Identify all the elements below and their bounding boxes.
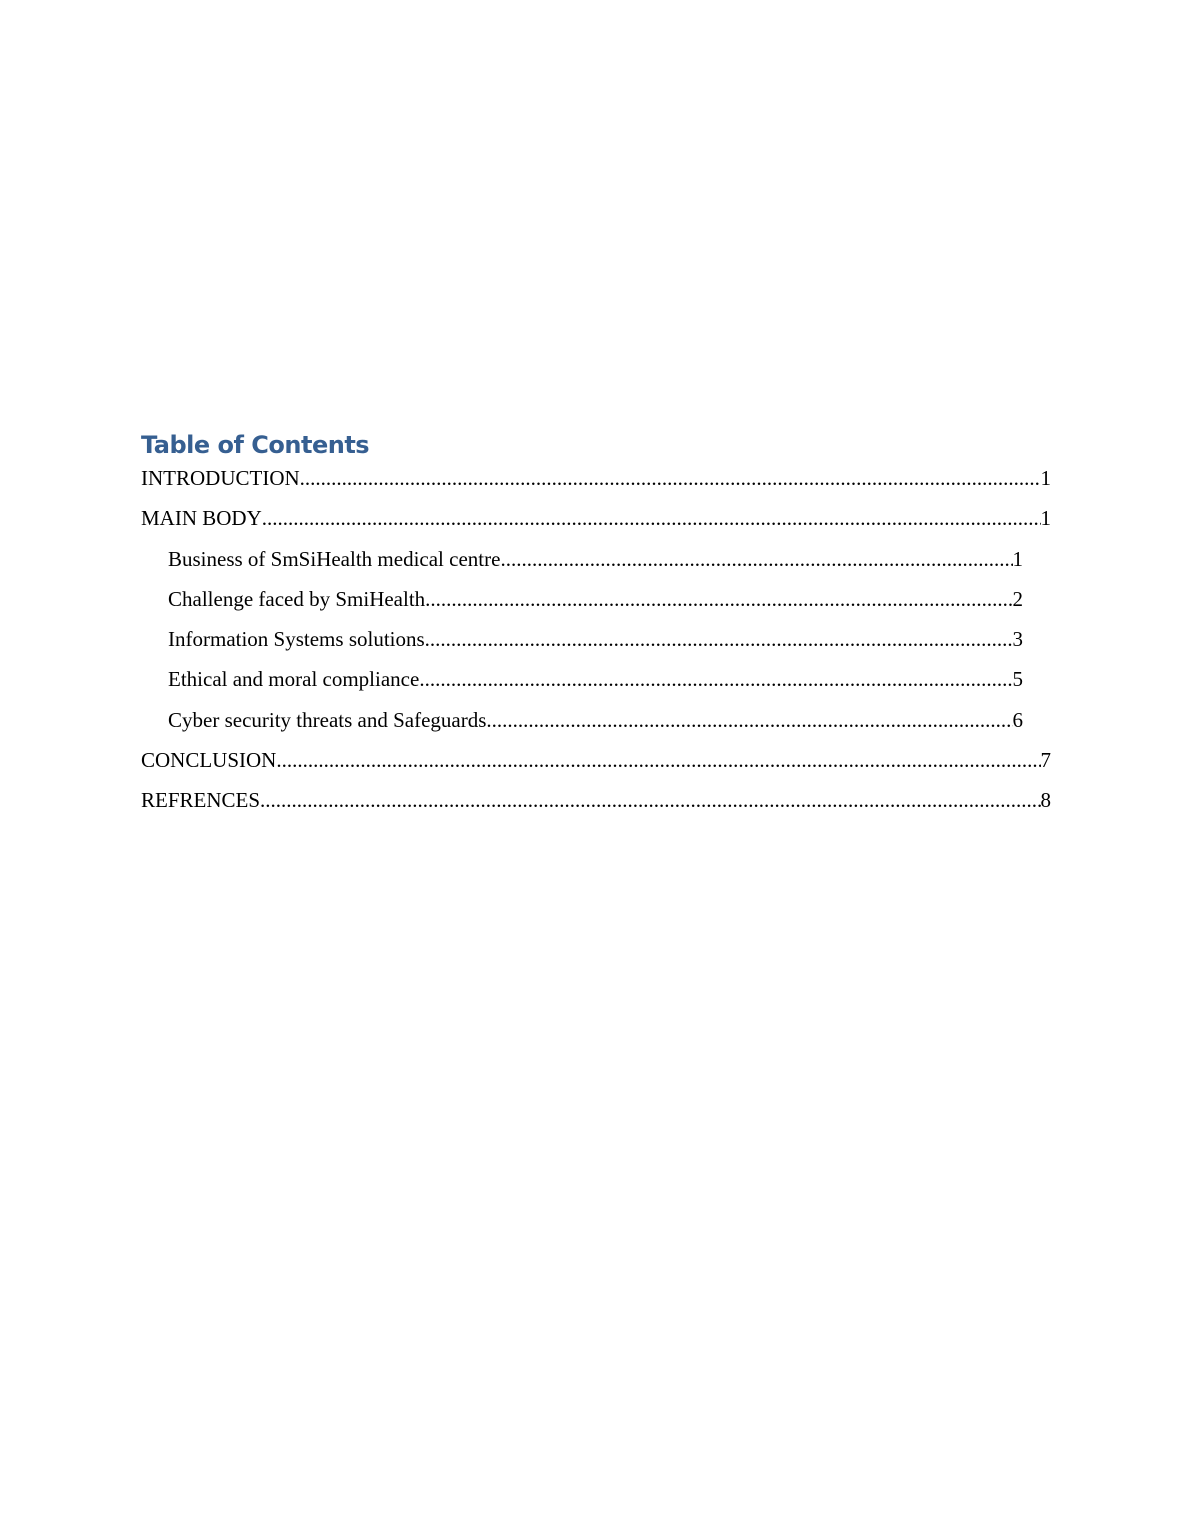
toc-entry-label: Challenge faced by SmiHealth [168,586,426,611]
toc-dot-leader [500,543,1012,575]
toc-page-number: 1 [1040,466,1051,490]
toc-entry-challenge[interactable] [168,583,1023,623]
toc-entry-label: Cyber security threats and Safeguards [168,707,487,732]
toc-title: Table of Contents [141,431,370,459]
toc-entry-label: REFRENCES [141,788,261,813]
toc-dot-leader [260,784,1040,816]
toc-entry-introduction[interactable] [141,462,1051,502]
toc-entry-conclusion[interactable] [141,744,1051,784]
toc-entry-cyber-security[interactable] [168,704,1023,744]
toc-entry-label: CONCLUSION [141,748,277,773]
table-of-contents [141,428,1051,825]
toc-dot-leader [262,502,1041,534]
toc-dot-leader [486,704,1012,736]
toc-list [141,462,1051,825]
toc-dot-leader [276,744,1040,776]
toc-page-number: 7 [1040,748,1051,773]
toc-dot-leader [419,663,1012,695]
toc-page-number: 2 [1012,586,1023,611]
toc-entry-information-systems[interactable] [168,623,1023,663]
toc-entry-references[interactable] [141,784,1051,824]
toc-page-number: 8 [1040,788,1051,813]
toc-entry-label: Business of SmSiHealth medical centre [168,546,501,571]
toc-page-number: 6 [1012,707,1023,732]
toc-page-number: 3 [1012,627,1023,652]
toc-entry-main-body[interactable] [141,502,1051,542]
toc-dot-leader [425,623,1013,655]
toc-dot-leader [425,583,1012,615]
toc-entry-business[interactable] [168,543,1023,583]
toc-entry-label: MAIN BODY [141,506,262,531]
toc-entry-ethical[interactable] [168,663,1023,703]
toc-page-number: 5 [1012,667,1023,692]
toc-entry-label: Ethical and moral compliance [168,667,420,692]
toc-dot-leader [300,462,1041,494]
toc-page-number: 1 [1040,506,1051,531]
toc-entry-label: Information Systems solutions [168,627,425,652]
toc-entry-label: INTRODUCTION [141,466,300,490]
toc-page-number: 1 [1012,546,1023,571]
